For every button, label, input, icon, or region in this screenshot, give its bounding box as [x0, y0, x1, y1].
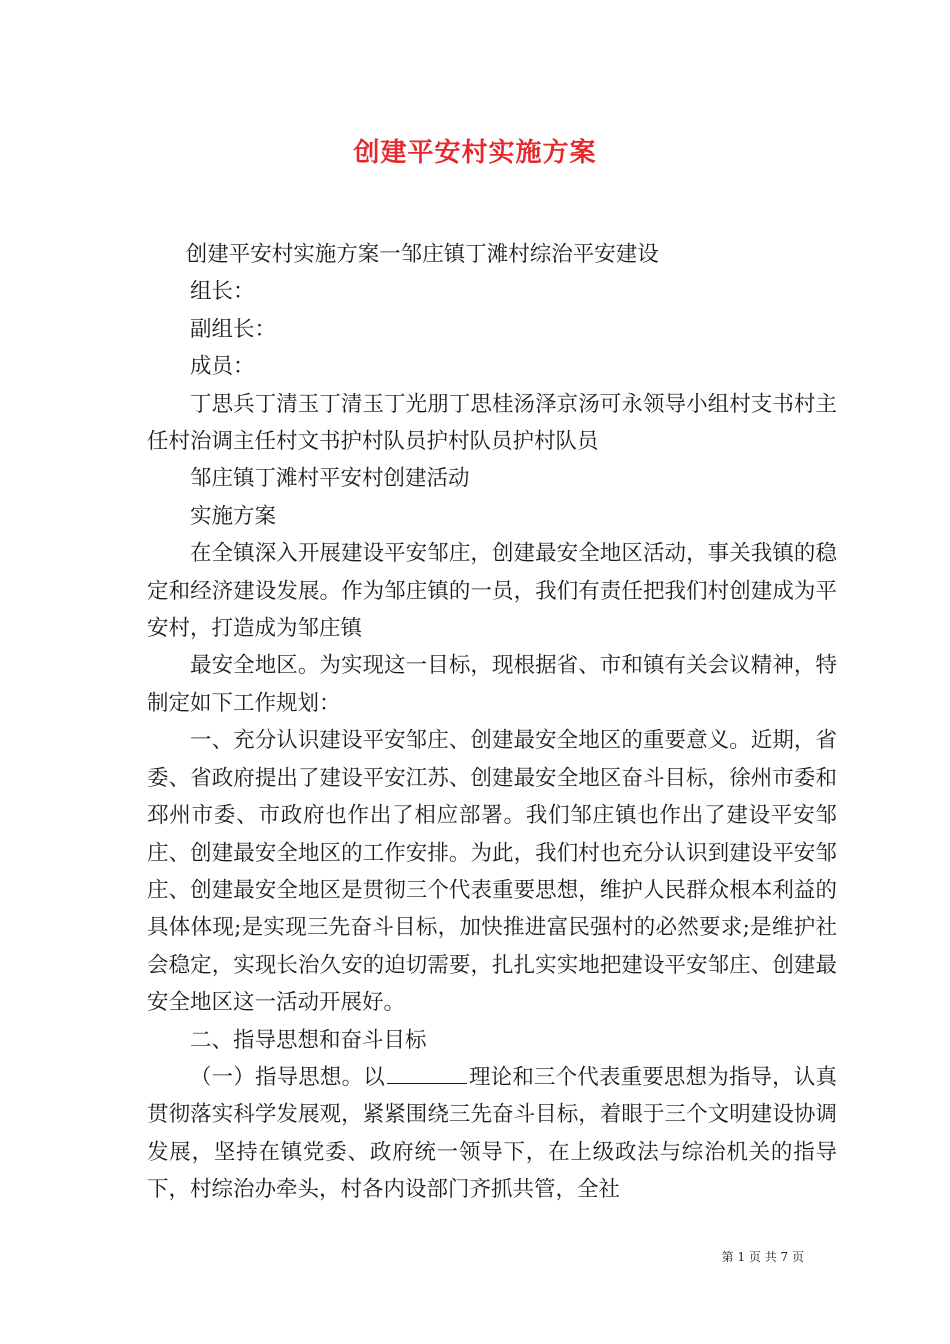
- document-title: 创建平安村实施方案: [353, 138, 597, 168]
- paragraph-plan-label: 实施方案: [190, 503, 277, 529]
- blank-underline: [387, 1059, 467, 1084]
- paragraph-member-list: 丁思兵丁清玉丁清玉丁光朋丁思桂汤泽京汤可永领导小组村支书村主任村治调主任村文书护村队员护村队员护村队员: [147, 391, 837, 455]
- paragraph-section-one: 一、充分认识建设平安邹庄、创建最安全地区的重要意义。近期，省委、省政府提出了建设平安江苏、创建最安全地区奋斗目标，徐州市委和邳州市委、市政府也作出了相应部署。我们邹庄镇也作出了建设平安邹庄、创建最安全地区的工作安排。为此，我们村也充分认识到建设平安邹庄、创建最安全地区是贯彻三个代表重要思想，维护人民群众根本利益的具体体现;是实现三先奋斗目标，加快推进富民强村的必然要求;是维护社会稳定，实现长治久安的迫切需要，扎扎实实地把建设平安邹庄、创建最安全地区这一活动开展好。: [147, 728, 837, 1016]
- page-number: 第 1 页 共 7 页: [721, 1250, 804, 1264]
- paragraph-section-two-heading: 二、指导思想和奋斗目标: [190, 1027, 427, 1053]
- paragraph-deputy-leader: 副组长：: [190, 316, 277, 342]
- paragraph-subtitle: 创建平安村实施方案一邹庄镇丁滩村综治平安建设: [185, 242, 659, 267]
- paragraph-leader: 组长：: [190, 279, 255, 305]
- paragraph-guiding-thought: [147, 1059, 837, 1209]
- guiding-thought-rest: 理论和三个代表重要思想为指导，认真贯彻落实科学发展观，紧紧围绕三先奋斗目标，着眼于三个文明建设协调发展，坚持在镇党委、政府统一领导下，在上级政法与综治机关的指导下，村综治办牵头，村各内设部门齐抓共管，全社: [147, 1064, 837, 1203]
- paragraph-activity-name: 邹庄镇丁滩村平安村创建活动: [190, 466, 470, 492]
- document-body: [147, 236, 837, 1209]
- paragraph-members: 成员：: [190, 354, 255, 380]
- guiding-thought-lead: （一）指导思想。以: [190, 1064, 385, 1090]
- paragraph-intro: 在全镇深入开展建设平安邹庄，创建最安全地区活动，事关我镇的稳定和经济建设发展。作为邹庄镇的一员，我们有责任把我们村创建成为平安村，打造成为邹庄镇: [147, 541, 837, 642]
- paragraph-intro-continued: 最安全地区。为实现这一目标，现根据省、市和镇有关会议精神，特制定如下工作规划：: [147, 653, 837, 716]
